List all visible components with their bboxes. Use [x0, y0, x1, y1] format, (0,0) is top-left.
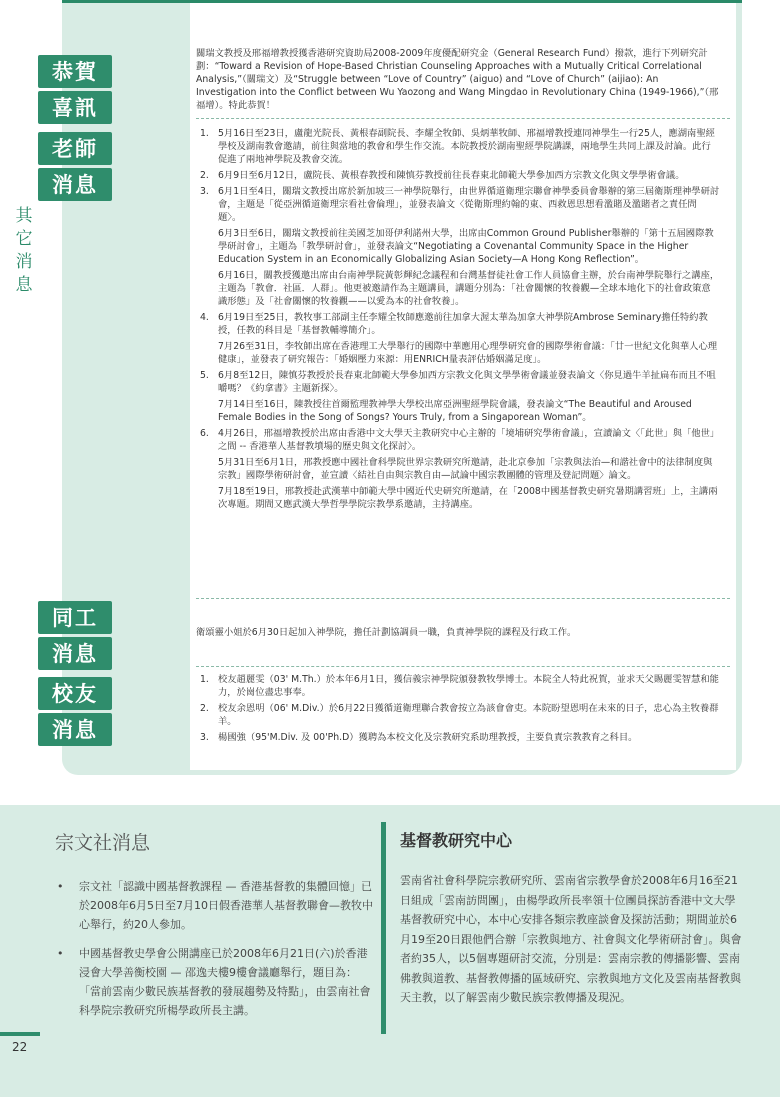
category-faculty — [38, 132, 112, 204]
category-line: 消息 — [38, 168, 112, 201]
item-number: 2. — [200, 703, 209, 714]
alumni-item — [196, 731, 720, 744]
faculty-item — [196, 311, 720, 337]
bottom-right-column — [400, 828, 742, 1008]
column-divider — [381, 822, 386, 1034]
item-subtext: 7月26至31日，李牧師出席在香港理工大學舉行的國際中華應用心理學研究會的國際學術會議：「廿一世紀文化與華人心理健康」，並發表了研究報告：「婚姻壓力來源：用ENRICH量表評估婚姻滿足度」。 — [218, 341, 718, 365]
category-line: 喜訊 — [38, 91, 112, 124]
faculty-item — [196, 169, 720, 182]
item-text: 6月1日至4日，關瑞文教授出席於新加坡三一神學院舉行，由世界循道衛理宗聯會神學委員會舉辦的第三屆衛斯理神學研討會，主題是「從亞洲循道衛理宗看社會倫理」，並發表論文〈從衛斯理約翰的東、西救恩思想看濫賭及濫賭者之責任問題〉。 — [218, 186, 720, 223]
category-line: 恭賀 — [38, 55, 112, 88]
item-number: 4. — [200, 312, 209, 323]
bottom-right-text: 雲南省社會科學院宗教研究所、雲南省宗教學會於2008年6月16至21日組成「雲南訪問團」，由楊學政所長率領十位團員探訪香港中文大學基督教研究中心，本中心安排各類宗教座談會及探訪活動；期間並於6月19至20日跟他們合辦「宗教與地方、社會與文化學術研討會」。與會者約35人，以5個專題研討交流，分別是：雲南宗教的傳播影響、雲南佛教與道教、基督教傳播的區域研究、宗教與地方文化及雲南基督教與天主教，以了解雲南少數民族宗教傳播及現況。 — [400, 874, 742, 1004]
staff-text: 衛頌靈小姐於6月30日起加入神學院，擔任計劃協調員一職，負責神學院的課程及行政工作。 — [196, 627, 577, 638]
category-line: 校友 — [38, 677, 112, 710]
category-alumni — [38, 677, 112, 749]
item-text: 校友趙麗雯（03' M.Th.）於本年6月1日，獲信義宗神學院頒發教牧學博士。本院全人特此祝賀，並求天父賜麗雯智慧和能力，於崗位盡忠事奉。 — [218, 674, 719, 698]
divider — [196, 666, 730, 667]
faculty-item — [196, 427, 720, 453]
item-number: 1. — [200, 128, 209, 139]
divider — [196, 598, 730, 599]
page-number: 22 — [12, 1040, 28, 1054]
bullet-item — [55, 944, 373, 1020]
bottom-right-title: 基督教研究中心 — [400, 831, 513, 850]
page-number-bar — [0, 1032, 40, 1036]
item-text: 5月16日至23日，盧龍光院長、黃根春副院長、李耀全牧師、吳炳華牧師、邢福增教授連同神學生一行25人，應湖南聖經學校及湖南教會邀請，前往與當地的教會和學生作交流。本院教授於湖南聖經學院講課，兩地學生共同上課及討論。此行促進了兩地神學院及教會交流。 — [218, 128, 715, 165]
alumni-item — [196, 702, 720, 728]
item-number: 3. — [200, 732, 209, 743]
side-char: 它 — [15, 229, 33, 249]
alumni-content — [196, 673, 720, 747]
category-congrats — [38, 55, 112, 127]
category-line: 消息 — [38, 713, 112, 746]
item-number: 5. — [200, 370, 209, 381]
item-subtext: 7月18至19日，邢教授赴武漢華中師範大學中國近代史研究所邀請，在「2008中國基督教史研究暑期講習班」上，主講兩次專題。期間又應武漢大學哲學學院宗教學系邀請，主持講座。 — [218, 486, 718, 510]
category-staff — [38, 601, 112, 673]
item-text: 校友余恩明（06' M.Div.）於6月22日獲循道衛理聯合教會按立為該會會吏。本院盼望恩明在未來的日子，忠心為主牧養群羊。 — [218, 703, 719, 727]
faculty-item — [196, 185, 720, 224]
item-text: 6月8至12日，陳慎芬教授於長春東北師範大學參加西方宗教文化與文學學術會議並發表論文〈你見過牛羊扯扁布而且不咀嚼嗎？《約拿書》主題新探〉。 — [218, 370, 716, 394]
category-line: 老師 — [38, 132, 112, 165]
side-char: 消 — [15, 252, 33, 272]
item-subtext: 7月14日至16日，陳教授往首爾監理教神學大學校出席亞洲聖經學院會議，發表論文“The Beautiful and Aroused Female Bodies in the Song of Songs? Yours Truly, from a Singaporean Woman”。 — [218, 399, 692, 423]
side-char: 息 — [15, 275, 33, 295]
item-text: 4月26日，邢福增教授於出席由香港中文大學天主教研究中心主辦的「境埔研究學術會議」，宣讀論文〈「此世」與「他世」之間 -- 香港華人基督教墳場的歷史與文化探討〉。 — [218, 428, 720, 452]
item-text: 楊國強（95'M.Div. 及 00'Ph.D）獲聘為本校文化及宗教研究系助理教授，主要負責宗教教育之科目。 — [218, 732, 638, 743]
divider — [196, 118, 730, 119]
congrats-content — [196, 47, 720, 116]
staff-content — [196, 626, 720, 643]
faculty-item — [196, 369, 720, 395]
category-line: 同工 — [38, 601, 112, 634]
item-number: 2. — [200, 170, 209, 181]
bullet-text: 中國基督教史學會公開講座已於2008年6月21日(六)於香港浸會大學善衡校園 — 邵逸夫樓9樓會議廳舉行，題目為：「當前雲南少數民族基督教的發展趨勢及特點」，由雲南社會科學院宗教研究所楊學政所長主講。 — [79, 947, 371, 1017]
faculty-item — [196, 127, 720, 166]
alumni-item — [196, 673, 720, 699]
bottom-left-column — [55, 828, 373, 1030]
bullet-item — [55, 877, 373, 934]
item-subtext: 6月3日至6日，關瑞文教授前往美國芝加哥伊利諾州大學，出席由Common Ground Publisher舉辦的「第十五屆國際教學研討會」，主題為「教學研討會」，並發表論文“Negotiating a Covenantal Community Space in the Higher Education System in an Economically Globalizing Asian Society—A Hong Kong Reflection”。 — [218, 228, 714, 265]
item-number: 3. — [200, 186, 209, 197]
category-line: 消息 — [38, 637, 112, 670]
bottom-left-title: 宗文社消息 — [55, 832, 151, 854]
congrats-text: 關瑞文教授及邢福增教授獲香港研究資助局2008-2009年度優配研究金（General Research Fund）撥款，進行下列研究計劃：“Toward a Revision of Hope-Based Christian Counseling Approaches with a Mutually Critical Correlational Analysis,”（關瑞文）及“Struggle between “Love of Country” (aiguo) and “Love of Church” (aijiao): An Investigation into the Conflict between Wu Yaozong and Wang Mingdao in Revolutionary China (1949-1966),”（邢福增）。特此恭賀！ — [196, 48, 719, 111]
bullet-icon: • — [57, 880, 64, 893]
faculty-content — [196, 127, 720, 514]
item-text: 6月9日至6月12日，盧院長、黃根春教授和陳慎芬教授前往長春東北師範大學參加西方宗教文化與文學學術會議。 — [218, 170, 685, 181]
side-label — [10, 205, 38, 297]
side-char: 其 — [15, 206, 33, 226]
item-subtext: 5月31日至6月1日，邢教授應中國社會科學院世界宗教研究所邀請，赴北京參加「宗教與法治—和諧社會中的法律制度與宗教」國際學術研討會，並宣讀〈結社自由與宗教自由—試論中國宗教團體的管理及登記問題〉論文。 — [218, 457, 713, 481]
item-text: 6月19日至25日，教牧事工部副主任李耀全牧師應邀前往加拿大渥太華為加拿大神學院Ambrose Seminary擔任特約教授，任教的科目是「基督教輔導簡介」。 — [218, 312, 708, 336]
item-number: 1. — [200, 674, 209, 685]
top-rule — [62, 0, 742, 3]
item-subtext: 6月16日，關教授獲邀出席由台南神學院黃彰輝紀念議程和台灣基督徒社會工作人員協會主辦，於台南神學院舉行之講座，主題為「教會．社區．人群」。他更被邀請作為主題講員，講題分別為：「社會關懷的牧養觀—全球本地化下的社會政策意識形態」及「社會關懷的牧養觀——以愛為本的社會牧養」。 — [218, 270, 720, 307]
bullet-icon: • — [57, 947, 64, 960]
bullet-text: 宗文社「認識中國基督教課程 — 香港基督教的集體回憶」已於2008年6月5日至7月10日假香港華人基督教聯會—教牧中心舉行，約20人參加。 — [79, 880, 373, 931]
item-number: 6. — [200, 428, 209, 439]
